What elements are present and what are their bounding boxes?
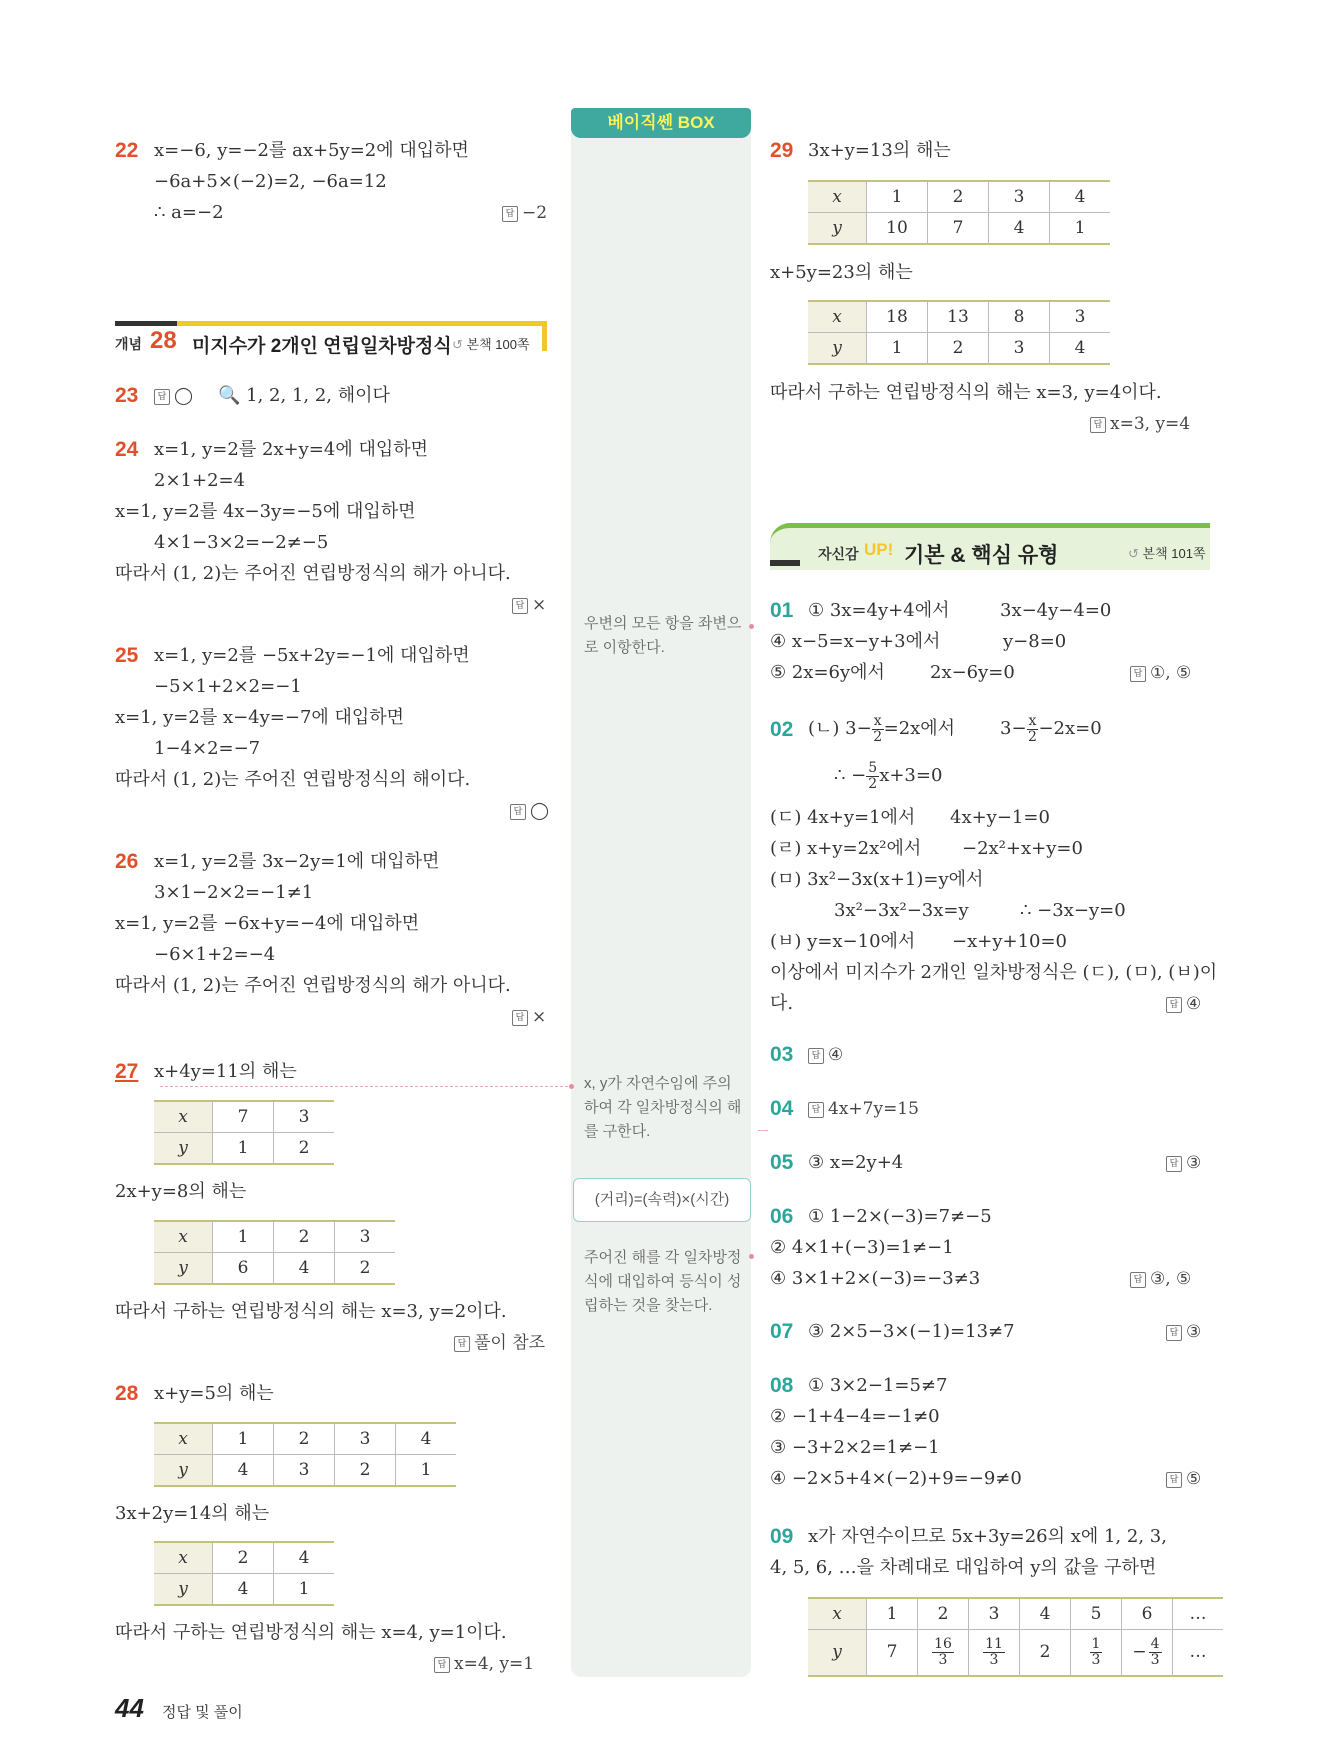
note-dot bbox=[749, 624, 754, 629]
formula-box: (거리)=(속력)×(시간) bbox=[573, 1178, 751, 1222]
answer: 답 x=4, y=1 bbox=[434, 1653, 534, 1675]
solution-line: (ㄹ) x+y=2x²에서 bbox=[770, 838, 922, 859]
problem-number: 07 bbox=[770, 1320, 794, 1343]
solution-line: (ㄴ) 3− $\frac{x}{2}$ =2x에서 bbox=[808, 712, 956, 745]
problem-number: 29 bbox=[770, 139, 794, 162]
section-up: UP! bbox=[864, 540, 894, 559]
answer-mark-icon: 답 bbox=[1166, 997, 1182, 1013]
section-ref: ↺ 본책 101쪽 bbox=[1128, 546, 1206, 561]
connector-line bbox=[160, 1086, 568, 1087]
value-table: x 1 2 3 4 5 6 … y 7 $\frac{16}{3}$ $\frac{11}{3}$ 2 $\frac{1}{3}$ − $\frac{4}{3}$ … bbox=[808, 1597, 1223, 1677]
solution-line: 다. bbox=[770, 993, 794, 1014]
concept-ref: ↺ 본책 100쪽 bbox=[452, 337, 530, 352]
problem-number: 25 bbox=[115, 644, 139, 667]
solution-line: ⑤ 2x=6y에서 bbox=[770, 662, 885, 683]
solution-line: x=−6, y=−2를 ax+5y=2에 대입하면 bbox=[154, 140, 469, 161]
connector-line bbox=[758, 1130, 768, 1131]
solution-line: 3x+2y=14의 해는 bbox=[115, 1503, 270, 1524]
note-dot bbox=[569, 1084, 574, 1089]
answer: 답 4x+7y=15 bbox=[808, 1098, 919, 1120]
solution-line: 따라서 (1, 2)는 주어진 연립방정식의 해가 아니다. bbox=[115, 975, 511, 996]
basic-box-badge: 베이직쎈 BOX bbox=[571, 108, 751, 138]
answer: 답 ④ bbox=[1166, 993, 1201, 1015]
refresh-icon: ↺ bbox=[452, 337, 463, 352]
answer-mark-icon: 답 bbox=[510, 804, 526, 820]
answer-mark-icon: 답 bbox=[1090, 417, 1106, 433]
solution-line: ∴ − $\frac{5}{2}$ x+3=0 bbox=[834, 759, 943, 792]
solution-line: 3− $\frac{x}{2}$ −2x=0 bbox=[1000, 712, 1102, 745]
problem-number: 24 bbox=[115, 438, 139, 461]
solution-line: 2×1+2=4 bbox=[154, 470, 246, 491]
solution-line: 이상에서 미지수가 2개인 일차방정식은 (ㄷ), (ㅁ), (ㅂ)이 bbox=[770, 962, 1218, 983]
problem-number: 09 bbox=[770, 1525, 794, 1548]
footer-label: 정답 및 풀이 bbox=[162, 1704, 243, 1721]
solution-line: y−8=0 bbox=[1003, 631, 1067, 652]
solution-line: ④ x−5=x−y+3에서 bbox=[770, 631, 941, 652]
solution-line: ④ 3×1+2×(−3)=−3≠3 bbox=[770, 1268, 981, 1289]
answer: 답 ⑤ bbox=[1166, 1468, 1201, 1490]
solution-line: 4x+y−1=0 bbox=[950, 807, 1050, 828]
solution-line: −5×1+2×2=−1 bbox=[154, 676, 302, 697]
solution-line: ① 1−2×(−3)=7≠−5 bbox=[808, 1206, 992, 1227]
frac-cell bbox=[969, 1630, 1020, 1676]
refresh-icon: ↺ bbox=[1128, 546, 1139, 561]
value-table: x 2 4 y 4 1 bbox=[154, 1541, 334, 1606]
solution-line: x가 자연수이므로 5x+3y=26의 x에 1, 2, 3, bbox=[808, 1526, 1167, 1547]
solution-line: 2x−6y=0 bbox=[930, 662, 1015, 683]
solution-line: ① 3x=4y+4에서 bbox=[808, 600, 950, 621]
concept-header-bar-right bbox=[542, 321, 547, 351]
answer-mark-icon: 답 bbox=[808, 1048, 824, 1064]
frac-cell: … bbox=[1173, 1630, 1224, 1676]
solution-line: x=1, y=2를 −6x+y=−4에 대입하면 bbox=[115, 913, 420, 934]
answer: 답 ③ bbox=[1166, 1321, 1201, 1343]
solution-line: 4, 5, 6, …을 차례대로 대입하여 y의 값을 구하면 bbox=[770, 1557, 1157, 1578]
answer-mark-icon: 답 bbox=[1166, 1156, 1182, 1172]
answer-mark-icon: 답 bbox=[454, 1336, 470, 1352]
solution-line: ∴ a=−2 bbox=[154, 202, 224, 223]
answer-mark-icon: 답 bbox=[512, 1010, 528, 1026]
solution-line: ③ −3+2×2=1≠−1 bbox=[770, 1437, 940, 1458]
problem-number: 01 bbox=[770, 599, 794, 622]
concept-header-bar-accent bbox=[177, 321, 547, 326]
hint-line: 🔍 1, 2, 1, 2, 해이다 bbox=[218, 385, 390, 406]
solution-line: 3x²−3x²−3x=y bbox=[834, 900, 969, 921]
problem-number: 04 bbox=[770, 1097, 794, 1120]
frac-cell: 2 bbox=[1020, 1630, 1071, 1676]
solution-line: ① 3×2−1=5≠7 bbox=[808, 1375, 948, 1396]
problem-number: 08 bbox=[770, 1374, 794, 1397]
value-table: x 1 2 3 y 6 4 2 bbox=[154, 1220, 395, 1285]
problem-number: 05 bbox=[770, 1151, 794, 1174]
frac-cell bbox=[1071, 1630, 1122, 1676]
concept-header-bar bbox=[115, 321, 177, 326]
answer: 답 x=3, y=4 bbox=[1090, 413, 1190, 435]
solution-line: ③ 2×5−3×(−1)=13≠7 bbox=[808, 1321, 1015, 1342]
concept-title: 미지수가 2개인 연립일차방정식 bbox=[192, 336, 452, 357]
solution-line: 따라서 구하는 연립방정식의 해는 x=3, y=4이다. bbox=[770, 382, 1162, 403]
solution-line: (ㅁ) 3x²−3x(x+1)=y에서 bbox=[770, 869, 984, 890]
answer: 답 ◯ bbox=[154, 385, 193, 407]
problem-number: 22 bbox=[115, 139, 139, 162]
value-table: x 7 3 y 1 2 bbox=[154, 1100, 334, 1165]
solution-line: (ㄷ) 4x+y=1에서 bbox=[770, 807, 916, 828]
solution-line: 3x+y=13의 해는 bbox=[808, 140, 951, 161]
sidebar-note-3: 주어진 해를 각 일차방정식에 대입하여 등식이 성립하는 것을 찾는다. bbox=[584, 1249, 742, 1314]
fraction: $\frac{1}{3}$ bbox=[1091, 1635, 1101, 1668]
magnifier-icon: 🔍 bbox=[218, 385, 241, 406]
solution-line: −6a+5×(−2)=2, −6a=12 bbox=[154, 171, 387, 192]
solution-line: 따라서 구하는 연립방정식의 해는 x=4, y=1이다. bbox=[115, 1622, 507, 1643]
fraction: $\frac{4}{3}$ bbox=[1150, 1635, 1160, 1668]
concept-prefix: 개념 bbox=[115, 336, 143, 352]
solution-line: ∴ −3x−y=0 bbox=[1020, 900, 1126, 921]
problem-number: 06 bbox=[770, 1205, 794, 1228]
answer-mark-icon: 답 bbox=[502, 206, 518, 222]
solution-line: −6×1+2=−4 bbox=[154, 944, 276, 965]
concept-number: 28 bbox=[150, 327, 177, 354]
answer-mark-icon: 답 bbox=[1166, 1472, 1182, 1488]
problem-number: 26 bbox=[115, 850, 139, 873]
value-table: x 1 2 3 4 y 4 3 2 1 bbox=[154, 1422, 456, 1487]
solution-line: ② 4×1+(−3)=1≠−1 bbox=[770, 1237, 954, 1258]
value-table: x 1 2 3 4 y 10 7 4 1 bbox=[808, 180, 1110, 245]
answer-mark-icon: 답 bbox=[808, 1102, 824, 1118]
solution-line: ③ x=2y+4 bbox=[808, 1152, 904, 1173]
answer-mark-icon: 답 bbox=[1130, 1272, 1146, 1288]
answer: 답 ③, ⑤ bbox=[1130, 1268, 1191, 1290]
answer: 답 −2 bbox=[502, 202, 547, 224]
answer: 답 × bbox=[512, 594, 546, 616]
answer-mark-icon: 답 bbox=[1130, 666, 1146, 682]
section-title: 기본 & 핵심 유형 bbox=[904, 544, 1059, 567]
answer-mark-icon: 답 bbox=[512, 598, 528, 614]
solution-line: 따라서 (1, 2)는 주어진 연립방정식의 해가 아니다. bbox=[115, 563, 511, 584]
solution-line: (ㅂ) y=x−10에서 bbox=[770, 931, 916, 952]
solution-line: x=1, y=2를 −5x+2y=−1에 대입하면 bbox=[154, 645, 470, 666]
basic-box-sidebar bbox=[571, 112, 751, 1677]
solution-line: 3x−4y−4=0 bbox=[1000, 600, 1112, 621]
frac-cell: 7 bbox=[867, 1630, 918, 1676]
value-table: x 18 13 8 3 y 1 2 3 4 bbox=[808, 300, 1110, 365]
fraction: $\frac{x}{2}$ bbox=[873, 712, 883, 745]
solution-line: 1−4×2=−7 bbox=[154, 738, 261, 759]
solution-line: −x+y+10=0 bbox=[952, 931, 1068, 952]
answer-mark-icon: 답 bbox=[154, 389, 170, 405]
problem-number: 28 bbox=[115, 1382, 139, 1405]
solution-line: x=1, y=2를 4x−3y=−5에 대입하면 bbox=[115, 501, 416, 522]
section-prefix: 자신감 bbox=[818, 546, 859, 562]
fraction: $\frac{x}{2}$ bbox=[1028, 712, 1037, 745]
solution-line: 따라서 (1, 2)는 주어진 연립방정식의 해이다. bbox=[115, 769, 471, 790]
solution-line: 3×1−2×2=−1≠1 bbox=[154, 882, 314, 903]
answer-mark-icon: 답 bbox=[1166, 1325, 1182, 1341]
solution-line: 2x+y=8의 해는 bbox=[115, 1181, 247, 1202]
solution-line: x+4y=11의 해는 bbox=[154, 1061, 297, 1082]
solution-line: x=1, y=2를 3x−2y=1에 대입하면 bbox=[154, 851, 440, 872]
fraction: $\frac{11}{3}$ bbox=[985, 1635, 1003, 1668]
answer: 답 ◯ bbox=[510, 800, 549, 822]
solution-line: x=1, y=2를 x−4y=−7에 대입하면 bbox=[115, 707, 405, 728]
answer: 답 ①, ⑤ bbox=[1130, 662, 1191, 684]
problem-number: 27 bbox=[115, 1060, 139, 1083]
problem-number: 03 bbox=[770, 1043, 794, 1066]
solution-line: x+y=5의 해는 bbox=[154, 1383, 274, 1404]
answer: 답 × bbox=[512, 1006, 546, 1028]
problem-number: 02 bbox=[770, 718, 794, 741]
solution-line: ④ −2×5+4×(−2)+9=−9≠0 bbox=[770, 1468, 1022, 1489]
solution-line: ② −1+4−4=−1≠0 bbox=[770, 1406, 940, 1427]
frac-cell bbox=[918, 1630, 969, 1676]
answer: 답 풀이 참조 bbox=[454, 1332, 545, 1354]
fraction: $\frac{16}{3}$ bbox=[934, 1635, 952, 1668]
solution-line: −2x²+x+y=0 bbox=[962, 838, 1083, 859]
solution-line: x+5y=23의 해는 bbox=[770, 262, 913, 283]
solution-line: x=1, y=2를 2x+y=4에 대입하면 bbox=[154, 439, 428, 460]
problem-number: 23 bbox=[115, 384, 139, 407]
note-dot bbox=[749, 1254, 754, 1259]
sidebar-note-2: x, y가 자연수임에 주의하여 각 일차방정식의 해를 구한다. bbox=[584, 1075, 742, 1140]
fraction: $\frac{5}{2}$ bbox=[868, 759, 878, 792]
solution-line: 따라서 구하는 연립방정식의 해는 x=3, y=2이다. bbox=[115, 1301, 507, 1322]
section-header-accent bbox=[770, 560, 800, 566]
answer: 답 ③ bbox=[1166, 1152, 1201, 1174]
answer-mark-icon: 답 bbox=[434, 1657, 450, 1673]
solution-line: 4×1−3×2=−2≠−5 bbox=[154, 532, 329, 553]
sidebar-note-1: 우변의 모든 항을 좌변으로 이항한다. bbox=[584, 615, 742, 656]
page-number: 44 bbox=[115, 1693, 144, 1723]
answer: 답 ④ bbox=[808, 1044, 843, 1066]
frac-cell: − $\frac{4}{3}$ bbox=[1122, 1630, 1173, 1676]
